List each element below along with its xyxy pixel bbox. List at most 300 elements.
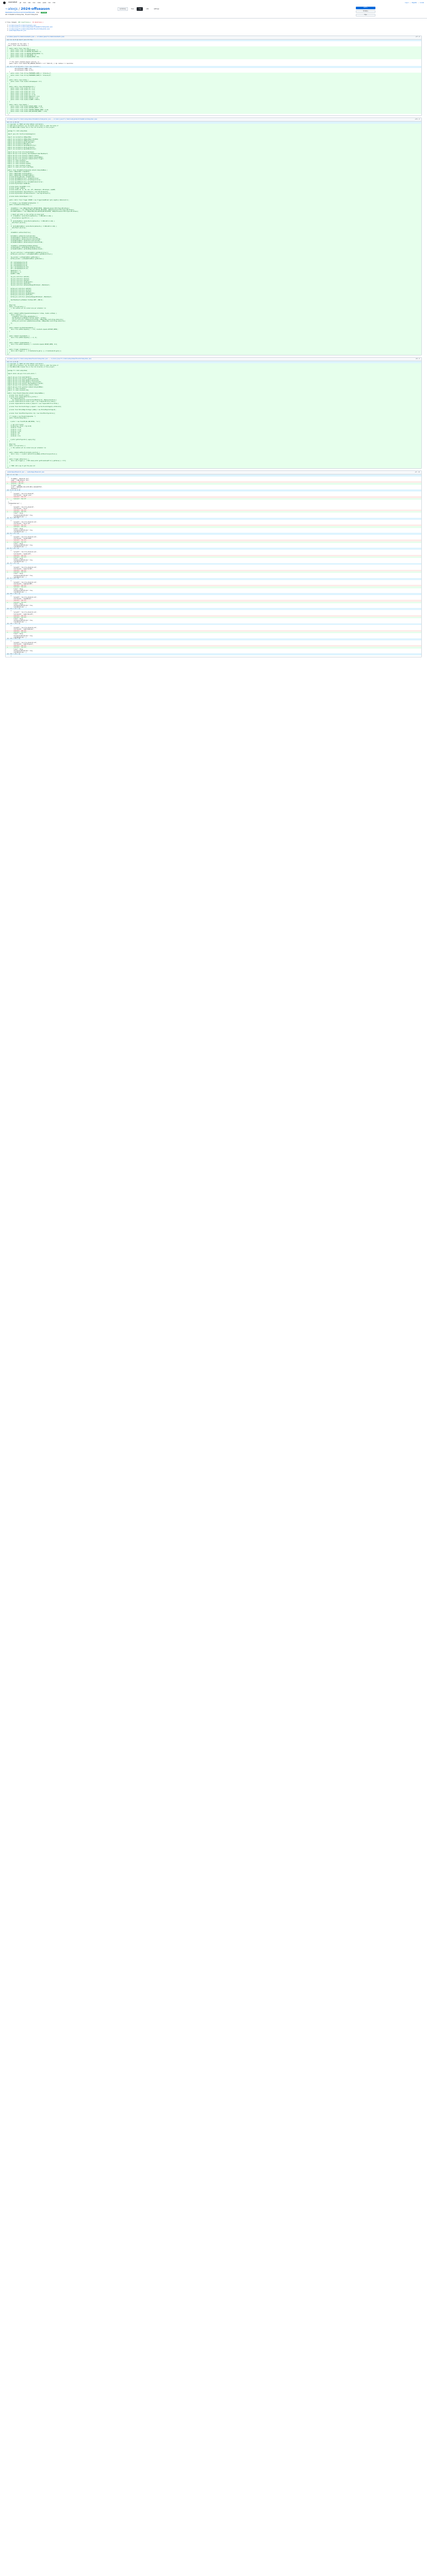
diff-file-stats: +27 −0 (415, 36, 420, 38)
locale-link[interactable]: Locale (420, 2, 424, 4)
diff-line: + public static final double kMaxAccel = 0.0; (6, 96, 421, 97)
diff-line: + intakeMotor = new CANSparkMax(IDs.INTAKE_MOTOR, CANSparkLowLevel.MotorType.kBrushless); (6, 208, 421, 209)
diff-line: + return runOnce(() -> { (6, 314, 421, 316)
diff-line: +package frc.robot.subsystems; (6, 370, 421, 371)
diff-line: + m_motor = new TalonFX(IDs.ARM_MOTOR, "rio"); (6, 421, 421, 422)
diff-line: + DriverStation.reportError(...); (6, 217, 421, 219)
stats-summary: 4 files changed, (5, 22, 18, 23)
diff-line: + (6, 212, 421, 214)
diff-line: +import static edu.wpi.first.units.Units.*; (6, 373, 421, 375)
diff-line: +import edu.wpi.first.wpilibj2.command.SubsystemBase; (6, 157, 421, 158)
sourcehut-logo-icon[interactable] (3, 2, 6, 4)
diff-line: + public static final double kI = 0.0; (6, 89, 421, 91)
nav-link-todo[interactable]: todo (23, 2, 26, 4)
diff-file-stats: +151 −0 (415, 118, 420, 120)
diff-line: + private final PositionVoltage m_request = new PositionVoltage(0).withSlot(0); (6, 406, 421, 408)
diff-line: + top_encoder = outtakeTopMotor.getEncoder(); (6, 257, 421, 258)
diff-line: "skipInvalidPlatforms": true, (7, 635, 34, 637)
diff-line: - "version": "24.1.0", (6, 524, 421, 526)
diff-line: "skipInvalidPlatforms": true, (7, 605, 34, 606)
site-logo-text[interactable]: sourcehut (8, 1, 17, 4)
tab-settings[interactable]: settings (154, 8, 159, 10)
diff-line: /** The robot's maximum angular velocity, in (7, 61, 39, 63)
diff-file (5, 36, 422, 116)
hunk-header: @@ -0,0 +1,64 @@ (6, 361, 421, 363)
auth-separator: — (409, 2, 411, 4)
diff-line: + private DigitalInput beamBreak; (6, 183, 421, 184)
diff-line: + } (6, 331, 421, 332)
diff-line: + public static final double kV = 0.12; (6, 94, 421, 96)
diff-line: + bottom_pid_controller.setOutputRange(kMinOutput, kMaxOutput); (6, 296, 421, 298)
diff-line: { (7, 504, 11, 506)
locale-separator: — (418, 2, 419, 4)
diff-line: + public static final int ROLLER_MOTOR = 10; (6, 56, 421, 58)
diff-line: + (6, 255, 421, 257)
diff-line: "artifactId": "simProTalonFX", (7, 613, 34, 615)
diff-line: + public static final double minRPM = 3700.0; (6, 99, 421, 100)
diff-line: +import frc.robot.Constants.Speeds; (6, 163, 421, 164)
diff-line: "groupId": "com.ctre.phoenix6.sim", (7, 626, 37, 629)
diff-stats (0, 19, 427, 25)
diff-line: + public static final int BOTTOM_BOTTOM_MOTOR = 3; (6, 53, 421, 55)
diff-line: "groupId": "com.ctre.phoenix6.sim", (7, 581, 37, 583)
diff-line: + public static class Speeds { (6, 104, 421, 106)
diff-line: "skipInvalidPlatforms": true, (7, 514, 34, 516)
diff-line: + (6, 408, 421, 409)
diff-line: + (6, 260, 421, 262)
diff-line: "artifactId": "simTalonSRX", (7, 538, 32, 540)
diff-line: - "version": "24.1.0", (6, 570, 421, 571)
diff-line: "skipInvalidPlatforms": true, (7, 620, 34, 622)
commit-hash-link[interactable]: 38a0d4b0b4cd4c0fb3c0c1b37c8c9e0f89d1e0ba (5, 12, 35, 14)
diff-line: + public CANSparkMax bottomBottomMotor; (6, 175, 421, 176)
diff-line: + (6, 442, 421, 444)
diff-line: + (6, 414, 421, 416)
diff-line: + } (6, 101, 421, 103)
side-button-2[interactable]: log ▸ (356, 14, 375, 16)
diff-line: + public void periodic() { (6, 445, 421, 447)
diff-line: + (6, 150, 421, 151)
modified-marker: M (7, 26, 8, 28)
diff-line: + public static final double kP = 0.1; (6, 88, 421, 89)
diff-line: { (7, 610, 11, 612)
diff-line: - "version": "24.1.0", (6, 645, 421, 647)
diff-file (5, 117, 422, 355)
diff-line: + private final TalonFXConfiguration cfg = new TalonFXConfiguration(); (6, 413, 421, 414)
repo-tabs (118, 7, 161, 11)
diff-line: + bottom_encoder = outtakeBottomMotor.getEncoder(); (6, 258, 421, 260)
diff-line: + top_pid_controller = outtakeTopMotor.getPIDController(); (6, 252, 421, 253)
diff-line: "isJar": false, (7, 513, 24, 515)
diff-line: + bottom_pid_controller = outtakeBottomMotor.getPIDController(); (6, 253, 421, 255)
hunk-header: @@ -19,14 +19,14 @@ (6, 489, 421, 492)
diff-line: +import edu.wpi.first.wpilibj2.command.button.Trigger; (6, 158, 421, 160)
diff-line: +import java.util.function.DoubleSupplier; (6, 133, 421, 135)
side-button-0[interactable]: patch ▸ (356, 7, 375, 9)
diff-line: "validPlatforms": [ (7, 621, 26, 623)
diff-line: + (6, 135, 421, 137)
diff-line: "validPlatforms": [ (7, 516, 26, 518)
diff-line: + private TrapezoidProfile.State m_setpoint = new TrapezoidProfile.State(); (6, 403, 421, 404)
diff-line: + maxRPM = 5700; (6, 273, 421, 275)
hunk-header: @@ -156,7 +156,7 @@ (6, 653, 421, 655)
diff-line: + "version": "24.3.0", (6, 586, 421, 588)
diff-line: { (7, 534, 11, 536)
login-link[interactable]: Log in (405, 2, 409, 4)
diff-line: + public static final double AMP_POSITION_SPEED = -0.95; (6, 111, 421, 112)
diff-line: "validPlatforms": [ (7, 546, 26, 548)
diff-line: + (6, 168, 421, 170)
diff-line: + (6, 391, 421, 393)
diff-line: + top_pid_controller.setIZone(kIz); (6, 281, 421, 283)
diff-line: + (6, 194, 421, 196)
diff-file-path-link[interactable]: src/main/java/frc/robot/subsystems/ElevatorSubsystem.java (7, 358, 48, 360)
diff-line: + public ElevatorSubsystem() { (6, 417, 421, 419)
diff-line: + (6, 341, 421, 342)
diff-file-path-link[interactable]: src/main/java/frc/robot/Constants.java (7, 36, 35, 38)
diff-line: + (6, 419, 421, 420)
diff-line: + outtakeTopMotor.setSmartCurrentLimit(40); (6, 237, 421, 239)
diff-line: +import frc.robot.Constants.IDs; (6, 161, 421, 163)
diff-line: + bottomBottomMotor = new CANSparkMax(IDs.BOTTOM_BOTTOM_MOTOR, CANSparkLowLevel.MotorType.kBrushless); (6, 211, 421, 212)
diff-line: + intakeMotor.set(intake.getAsDouble()); (6, 316, 421, 317)
nav-link-man[interactable]: man (32, 2, 36, 4)
diff-line: + "version": "24.3.0", (6, 602, 421, 603)
diff-line: "mavenUrls": [ (7, 487, 21, 489)
diff-line: +import com.revrobotics.SparkPIDController; (6, 145, 421, 146)
diff-line: +import com.revrobotics.SparkLimitSwitch; (6, 147, 421, 148)
diff-line: + (6, 311, 421, 312)
diff-line: +import com.revrobotics.CANSparkLowLevel; (6, 140, 421, 142)
hunk-header: @@ -104,7 +104,7 @@ (6, 593, 421, 595)
diff-line: public final class Constants { (7, 44, 28, 46)
diff-line: + } (6, 219, 421, 221)
repo-owner-link[interactable]: ~alexjs (5, 7, 18, 11)
nav-link-git[interactable]: git (19, 2, 22, 4)
diff-line: + top_pid_controller.setD(kD); (6, 280, 421, 281)
diff-line: "groupId": "com.ctre.phoenix6.sim", (7, 521, 37, 523)
diff-line: +import frc.robot.util.Alert.AlertType; (6, 166, 421, 168)
diff-line: "name": "CTRE-Phoenix (v6)", (7, 480, 30, 481)
diff-line: + outtakeTopMotor.setIdleMode(IdleMode.kCoast); (6, 247, 421, 248)
tab-summary[interactable]: summary (118, 7, 128, 11)
diff-line: /** Constants for the robot. */ (7, 43, 29, 45)
nav-link-chat[interactable]: chat (52, 2, 56, 4)
register-link[interactable]: Register (412, 2, 417, 4)
diff-line: - "version": "24.1.0", (6, 630, 421, 632)
diff-line: + public static final double kIntakeSpeed = 0.5; (6, 81, 421, 82)
diff-line: + /** Creates a new ElevatorSubsystem. */ (6, 416, 421, 417)
diff-line: + (6, 206, 421, 207)
diff-file-path-link[interactable]: src/main/java/frc/robot/subsystems/IntakeRollerSubsystem.java (53, 118, 97, 120)
diff-file-path-link[interactable]: src/main/java/frc/robot/subsystems/IntakeRollerSubsystem.java (7, 118, 51, 120)
diff-line: + (6, 463, 421, 465)
diff-line: + return this.setMotorSpeeds(() -> 0.0, Constants.Speeds.OUTTAKE_SPEED); (6, 329, 421, 330)
nav-link-lists[interactable]: lists (28, 2, 31, 4)
diff-line: + private double kP, kI, kD, kIz, kFF, kMaxOutput, kMinOutput, maxRPM; (6, 189, 421, 191)
side-button-1[interactable]: browse ▸ (356, 10, 375, 13)
diff-line: + (6, 302, 421, 304)
diff-file-path-link[interactable]: src/main/java/frc/robot/subsystems/ElevatorSubsystem.java (51, 358, 92, 360)
diff-line: + // Set slot 0 gains (6, 424, 421, 426)
repo-name-link[interactable]: 2024-offseason (21, 7, 50, 11)
diff-line: "skipInvalidPlatforms": true, (7, 529, 34, 531)
diff-file-body (6, 122, 421, 355)
diff-line: - "version": "24.1.0", (6, 555, 421, 556)
diff-line: +// Copyright (c) FIRST and other WPILib contributors. (6, 363, 421, 365)
diff-line: + public Command setMotorSpeeds(DoubleSupplier intake, double outtake) { (6, 313, 421, 314)
diff-line: + // Reset each motor so the configs are known-good (6, 214, 421, 215)
diff-line: + public IntakeRollerSubsystem() { (6, 204, 421, 206)
diff-line: + } (6, 339, 421, 341)
diff-line: "jniDependencies": [ (7, 503, 22, 505)
nav-links (20, 2, 55, 4)
diff-line: + } (6, 324, 421, 326)
stats-deletions: 19 deletions(-) (32, 22, 44, 23)
commit-author: Alex (36, 12, 40, 14)
nav-link-hub[interactable]: hub (48, 2, 51, 4)
diff-line: +import com.revrobotics.REVLibError; (6, 143, 421, 145)
diff-line: "isJar": false, (7, 558, 24, 560)
top-navigation (0, 0, 427, 5)
diff-file-path-link[interactable]: vendordeps/Phoenix6.json (7, 471, 25, 473)
diff-line: + "version": "24.3.0", (6, 526, 421, 528)
diff-line: + private DigitalInput topLimitSwitch = new DigitalInput(0); (6, 191, 421, 193)
diff-line: +import com.revrobotics.SparkPIDController; (6, 148, 421, 150)
diff-line: + public static final double SHOOTER_FORWARD_SPEED = 0.95; (6, 109, 421, 111)
diff-line: + private double targetRPM = 0.0; (6, 186, 421, 188)
hunk-header: @@ -130,7 +130,7 @@ (6, 623, 421, 625)
diff-line: + } (6, 76, 421, 78)
diff-line: + kMinOutput = -1; (6, 272, 421, 273)
diff-line: - "version": "24.1.0", (6, 600, 421, 601)
diff-line: + public Trigger intakeSensor() { (6, 349, 421, 350)
diff-line: + } (6, 58, 421, 59)
diff-line: + @Override (6, 304, 421, 306)
diff-line: + (6, 450, 421, 452)
diff-line: "validPlatforms": [ (7, 651, 26, 653)
diff-line: + private double defaultSpeed = 0.0; (6, 196, 421, 197)
diff-line: + (6, 404, 421, 406)
diff-line: "isJar": false, (7, 543, 24, 545)
diff-line: + top_pid_controller.setI(kI); (6, 278, 421, 280)
diff-line: + } (6, 352, 421, 353)
tab-log[interactable]: log (137, 7, 143, 11)
diff-file-path-link[interactable]: vendordeps/Phoenix6.json (27, 471, 44, 473)
diff-line: + } (6, 449, 421, 450)
diff-line: } (7, 71, 10, 73)
diff-line: +import com.revrobotics.RelativeEncoder; (6, 142, 421, 143)
diff-line: + m_motor.getConfigurator().apply(cfg); (6, 439, 421, 440)
diff-line: + /** Creates a new IntakeRollerSubsystem. */ (6, 202, 421, 204)
diff-line: +// the WPILib BSD license file in the root directory of this project. (6, 127, 421, 128)
diff-line: "skipInvalidPlatforms": true, (7, 574, 34, 577)
modified-marker: M (7, 28, 8, 30)
diff-line: + public CANSparkMax intakeMotor; (6, 171, 421, 173)
diff-line: + (6, 286, 421, 288)
diff-line: + public Command stopCommand() { (6, 335, 421, 337)
diff-line: +import edu.wpi.first.util.DigitalInput; (6, 151, 421, 153)
diff-file-header (6, 358, 421, 361)
diff-line: +import frc.robot.Constants; (6, 160, 421, 161)
diff-line: + kIz = OuttakeSetpoints.kIz; (6, 266, 421, 268)
diff-line: + bottom_pid_controller.setP(kP); (6, 288, 421, 290)
diff-line: + motorFault.set(true); (6, 222, 421, 224)
diff-line: "artifactId": "simTalonFX", (7, 553, 32, 555)
diff-line: +// Open Source Software; you can modify and/or share it under the terms of (6, 125, 421, 127)
diff-line: { (7, 640, 11, 642)
diff-line: + return new Trigger(() -> Math.abs(m_motor.getClosedLoopError().getValue()) < 0.5); (6, 460, 421, 462)
diff-line: "groupId": "com.ctre.phoenix6.sim", (7, 536, 37, 538)
diff-line: + @Override (6, 444, 421, 445)
diff-line: + bottom_pid_controller.setReference(outtake, CANSparkMax.ControlType.kVelocity); (6, 320, 421, 322)
diff-line: "groupId": "com.ctre.phoenix6", (7, 493, 35, 495)
diff-line: + (6, 197, 421, 199)
diff-line: + private final MotionMagicVoltage m_mmReq = new MotionMagicVoltage(0); (6, 409, 421, 411)
diff-line: + (6, 129, 421, 130)
hunk-header: @@ -143,7 +143,7 @@ (6, 638, 421, 640)
diff-line: + public static final String FRONTWHEEL_NAME_A = "Armscale_A"; (6, 73, 421, 74)
diff-line: +} (6, 467, 421, 468)
diff-line: - "version": "24.1.0" (6, 496, 421, 498)
diff-line: - "version": "24.1.0", (6, 481, 421, 483)
diff-file-header (6, 118, 421, 122)
tab-refs[interactable]: refs (146, 8, 149, 10)
diff-line: "isJar": false, (7, 648, 24, 650)
diff-line: "groupId": "com.ctre.phoenix6.sim", (7, 641, 37, 643)
diff-line: + outtakeBottomMotor.setSmartCurrentLimit(40); (6, 240, 421, 242)
changed-file-link[interactable]: src/main/java/frc/robot/Constants.java (9, 25, 36, 26)
diff-line: + (6, 84, 421, 86)
diff-line: +import frc.robot.Constants; (6, 388, 421, 389)
diff-line: + private SparkPIDController intakeController; (6, 178, 421, 179)
diff-line: + return run(() -> m_motor.setControl(m_mmReq.withPosition(position))); (6, 453, 421, 455)
changed-file-link[interactable]: src/main/java/frc/robot/subsystems/ElevatorSubsystem.java (9, 28, 50, 30)
diff-line: + kI = OuttakeSetpoints.kI; (6, 263, 421, 265)
diff-line: + (6, 250, 421, 251)
changed-file-link[interactable]: src/main/java/frc/robot/subsystems/IntakeRollerSubsystem.java (9, 26, 53, 28)
diff-file (5, 470, 422, 657)
diff-line: { (7, 491, 11, 493)
diff-line: + slot0.kP = 60; (6, 432, 421, 434)
diff-line: + outtakeTopMotor.setSecondaryCurrentLimit(80); (6, 239, 421, 240)
diff-line: + (6, 184, 421, 186)
diff-file-path-link[interactable]: src/main/java/frc/robot/Constants.java (37, 36, 64, 38)
diff-line: "artifactId": "simPigeonIMU", (7, 583, 34, 585)
diff-line: +import edu.wpi.first.math.geometry.Translation2d; (6, 381, 421, 383)
diff-line: + private final TalonFX m_motor; (6, 395, 421, 396)
diff-line: + } (6, 309, 421, 311)
diff-line: +import com.revrobotics.CANSparkMax; (6, 137, 421, 138)
diff-line: +import com.revrobotics.CANSparkBase.IdleMode; (6, 139, 421, 140)
diff-line: "groupId": "com.ctre.phoenix6.sim", (7, 566, 37, 568)
repo-header (0, 5, 427, 19)
diff-line: - "version": "24.1.0", (6, 539, 421, 541)
diff-line: + (6, 326, 421, 327)
diff-line: "isJar": false, (7, 528, 24, 530)
diff-line: + public static final double kS = 0.0; (6, 93, 421, 94)
diff-line: + (6, 46, 421, 48)
diff-line: + Slot0Configs slot0 = cfg.Slot0; (6, 426, 421, 427)
diff-line: public static final double MAX_ANGULAR_VELOCITY = 1.0 * Math.PI; // 2pi radians = 1 revolution (7, 62, 73, 64)
diff-line: +import frc.robot.Constants.IDs; (6, 389, 421, 391)
diff-file-stats: +27 −19 (415, 471, 420, 473)
diff-line: { (7, 655, 11, 657)
diff-line: + // This method will be called once per scheduler run (6, 308, 421, 309)
diff-line: "fileName": "Phoenix6.json", (7, 478, 30, 480)
modified-marker: M (7, 25, 8, 26)
diff-line: + } (6, 112, 421, 114)
diff-line: + (6, 334, 421, 335)
repo-title-slash: / (19, 7, 20, 11)
diff-line: + (6, 132, 421, 133)
hunk-header: @@ -117,7 +117,7 @@ (6, 608, 421, 610)
diff-line: + top_pid_controller.setFF(kFF); (6, 283, 421, 284)
diff-line: "validPlatforms": [ (7, 591, 26, 593)
rename-arrow-icon: → (35, 36, 36, 38)
diff-line: + public Command intakeCommand() { (6, 342, 421, 344)
diff-line: { (7, 625, 11, 627)
changed-file-link[interactable]: vendordeps/Phoenix6.json (9, 30, 26, 32)
diff-line: + (6, 201, 421, 202)
diff-line: + (6, 422, 421, 424)
diff-line: + public static class Intake { (6, 79, 421, 81)
diff-line: "validPlatforms": [ (7, 531, 26, 533)
diff-line: +} (6, 353, 421, 355)
diff-line: "skipInvalidPlatforms": true, (7, 589, 34, 591)
diff-line: - "version": "24.1.0", (6, 510, 421, 511)
browse-badge[interactable]: browse (41, 12, 46, 14)
diff-line: "isJar": false, (7, 603, 24, 605)
nav-link-paste[interactable]: paste (42, 2, 46, 4)
diff-line: + } (6, 83, 421, 84)
diff-line: + (6, 244, 421, 245)
hunk-header: @@ -78,7 +78,7 @@ (6, 563, 421, 565)
diff-line: + public static final Trigger INTAKE = new Trigger(beamBreak::get).negate().debounce(0.1); (6, 199, 421, 201)
diff-line: + private SparkPIDController bottomBottomController; (6, 181, 421, 183)
diff-line: +import edu.wpi.first.math.geometry.Rotation2d; (6, 380, 421, 381)
diff-line: + private RelativeEncoder intakeEncoder; (6, 176, 421, 178)
diff-line: ], (7, 501, 9, 503)
nav-link-meta[interactable]: meta (37, 2, 41, 4)
diff-line: + SmartDashboard.putNumber("Outtake RPM", 2000.0); (6, 299, 421, 301)
diff-line: +import edu.wpi.first.wpilibj.smartdashboard.Field2d; (6, 383, 421, 384)
diff-line: + kMaxOutput = 1; (6, 270, 421, 272)
diff-line: "skipInvalidPlatforms": true, (7, 650, 34, 652)
diff-line: +import edu.wpi.first.wpilibj.geometry.Pose2d; (6, 378, 421, 380)
diff-line: "validPlatforms": [ (7, 576, 26, 578)
tab-tree[interactable]: tree (131, 8, 134, 10)
diff-line: +import edu.wpi.first.wpilibj.smartdashboard.SmartDashboard; (6, 153, 421, 155)
hunk-header: @@ -1,7 +1,7 @@ (6, 474, 421, 477)
rename-arrow-icon: → (48, 358, 50, 360)
diff-line: { (7, 595, 11, 597)
diff-line: + "version": "24.3.0", (6, 647, 421, 648)
diff-line: +public class IntakeRollerSubsystem extends SubsystemBase { (6, 170, 421, 171)
diff-line: + bottomMotor.setSmartCurrentLimit(40); (6, 235, 421, 237)
hunk-header: @@ -0,0 +1,151 @@ (6, 122, 421, 124)
diff-line: + } (6, 455, 421, 457)
diff-line: "groupId": "com.ctre.phoenix6.sim", (7, 551, 37, 553)
diff-line: + motorFault.set(true); (6, 227, 421, 229)
diff-line: } (7, 499, 11, 501)
modified-marker: M (7, 30, 8, 32)
diff-line: + (6, 298, 421, 299)
diff-file-header (6, 36, 421, 40)
diff-line: + slot0.kV = 0.12; (6, 429, 421, 431)
diff-line: + public static final double OUTTAKE_SPEED = -0.5; (6, 107, 421, 109)
diff-line: + outtakeBottomMotor.setIdleMode(IdleMode.kCoast); (6, 248, 421, 250)
